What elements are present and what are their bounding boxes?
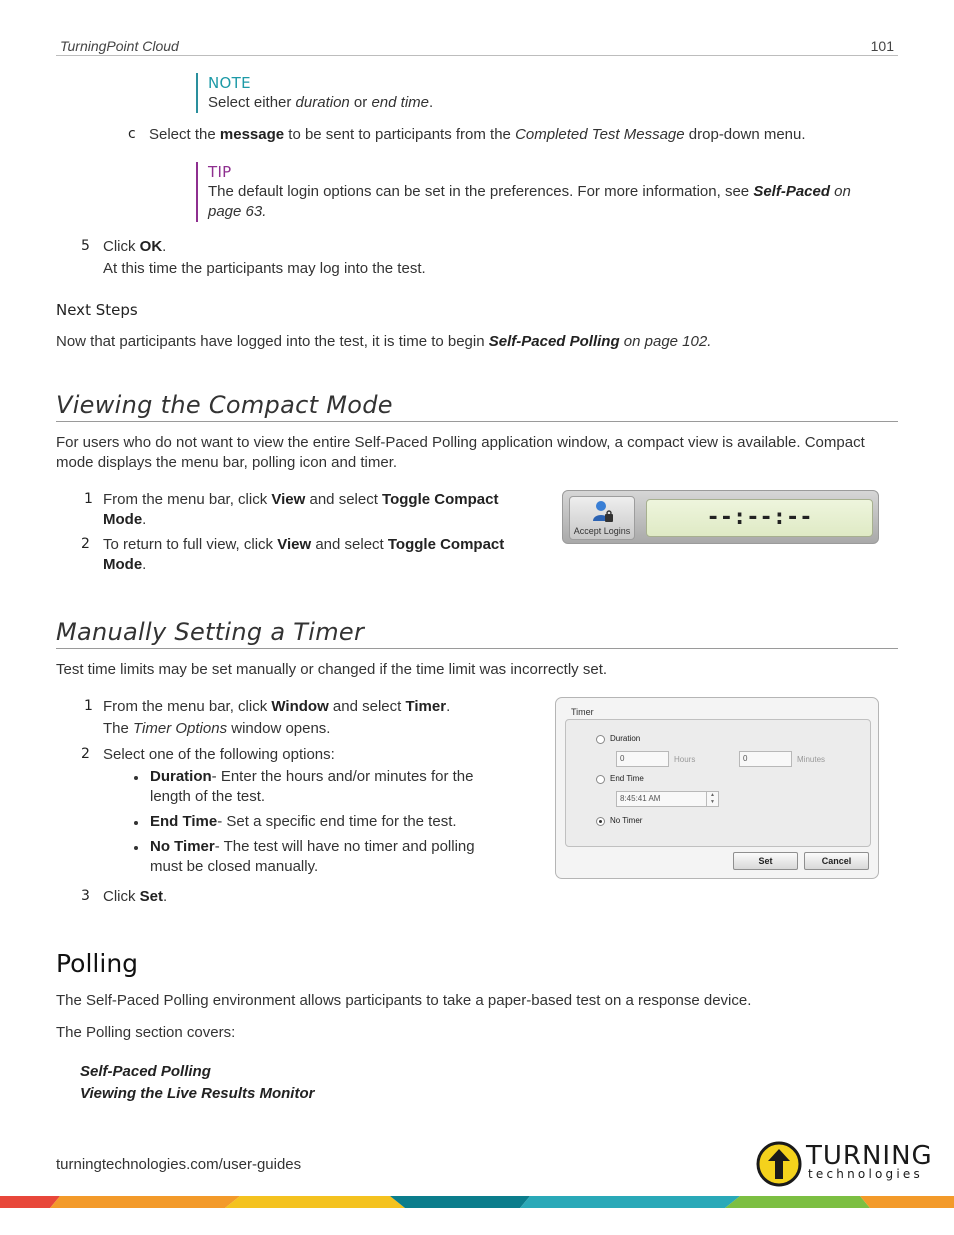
step-c-text: Select the message to be sent to participants from the Completed Test Message drop-down menu.: [149, 126, 806, 143]
note-tag: NOTE: [208, 74, 251, 92]
user-login-icon: [592, 500, 614, 524]
duration-radio-label: Duration: [610, 734, 641, 743]
hours-input[interactable]: 0: [616, 751, 669, 767]
accept-logins-button[interactable]: [569, 496, 635, 540]
turning-technologies-logo: [756, 1140, 932, 1188]
next-steps-text: Now that participants have logged into the test, it is time to begin Self-Paced Polling on page 102.: [56, 333, 712, 350]
page-number: 101: [870, 38, 894, 54]
cancel-button[interactable]: Cancel: [804, 852, 869, 870]
tip-page-ref: page 63.: [208, 203, 267, 220]
end-time-radio[interactable]: [596, 775, 605, 784]
timer-step-1-text: From the menu bar, click Window and select Timer.: [103, 698, 451, 715]
timer-heading: Manually Setting a Timer: [56, 618, 365, 646]
step-c-number: c: [128, 126, 136, 142]
accept-logins-label: Accept Logins: [573, 526, 631, 536]
link-self-paced-polling[interactable]: Self-Paced Polling: [488, 333, 620, 350]
timer-step-2-text: Select one of the following options:: [103, 746, 335, 763]
timer-heading-rule: [56, 648, 898, 649]
compact-heading-rule: [56, 421, 898, 422]
polling-heading: Polling: [56, 949, 139, 978]
footer-url[interactable]: turningtechnologies.com/user-guides: [56, 1156, 302, 1173]
compact-step-1-text: From the menu bar, click View and select Toggle Compact: [103, 491, 499, 508]
timer-step-1-subtext: The Timer Options window opens.: [103, 720, 331, 737]
next-steps-heading: Next Steps: [56, 301, 138, 319]
compact-step-2-text: To return to full view, click View and select Toggle Compact: [103, 536, 505, 553]
timer-options-dialog: [555, 697, 879, 879]
timer-dialog-title: Timer: [571, 707, 594, 717]
header-rule: [56, 55, 898, 56]
hours-unit: Hours: [674, 755, 696, 764]
minutes-input[interactable]: 0: [739, 751, 792, 767]
duration-radio[interactable]: [596, 735, 605, 744]
compact-mode-widget: [562, 490, 879, 544]
compact-para-line2: mode displays the menu bar, polling icon and timer.: [56, 454, 398, 471]
bullet-no-timer-cont: must be closed manually.: [150, 858, 319, 875]
compact-step-1-text-cont: Mode.: [103, 511, 147, 528]
timer-step-3-text: Click Set.: [103, 888, 168, 905]
turning-arrow-logo-icon: [756, 1141, 802, 1187]
tip-link-self-paced[interactable]: Self-Paced: [753, 183, 831, 200]
step-5-subtext: At this time the participants may log into the test.: [103, 260, 426, 277]
note-callout: [196, 73, 433, 113]
timer-display: --:--:--: [646, 499, 873, 537]
polling-para-1: The Self-Paced Polling environment allows participants to take a paper-based test on a response device.: [56, 992, 752, 1009]
step-5-number: 5: [81, 238, 90, 254]
compact-mode-heading: Viewing the Compact Mode: [56, 391, 393, 419]
minutes-unit: Minutes: [797, 755, 826, 764]
bullet-no-timer: No Timer- The test will have no timer and polling: [150, 837, 510, 857]
bullet-end-time: End Time- Set a specific end time for the test.: [150, 812, 510, 832]
link-live-results-monitor[interactable]: Viewing the Live Results Monitor: [80, 1085, 315, 1102]
end-time-input[interactable]: 8:45:41 AM ▲ ▼: [616, 791, 719, 807]
running-header-title: TurningPoint Cloud: [60, 38, 179, 54]
timer-intro: Test time limits may be set manually or changed if the time limit was incorrectly set.: [56, 661, 608, 678]
compact-step-1-number: 1: [84, 491, 93, 507]
compact-para-line1: For users who do not want to view the entire Self-Paced Polling application window, a compact view is available. Compact: [56, 434, 865, 451]
tip-callout: [196, 162, 861, 222]
tip-text: The default login options can be set in the preferences. For more information, see Self-Paced on: [208, 183, 851, 200]
timer-options-list: [150, 767, 510, 877]
no-timer-radio[interactable]: [596, 817, 605, 826]
end-time-radio-label: End Time: [610, 774, 644, 783]
end-time-spinner[interactable]: ▲ ▼: [706, 792, 718, 806]
note-text: Select either duration or end time.: [208, 94, 434, 111]
polling-para-2: The Polling section covers:: [56, 1024, 236, 1041]
logo-word-turning: TURNING: [806, 1141, 933, 1171]
compact-step-2-text-cont: Mode.: [103, 556, 147, 573]
set-button[interactable]: Set: [733, 852, 798, 870]
timer-options-group: [565, 719, 871, 847]
timer-step-1-number: 1: [84, 698, 93, 714]
logo-word-technologies: technologies: [808, 1167, 923, 1181]
compact-step-2-number: 2: [81, 536, 90, 552]
timer-step-3-number: 3: [81, 888, 90, 904]
tip-tag: TIP: [208, 163, 232, 181]
no-timer-radio-label: No Timer: [610, 816, 643, 825]
timer-step-2-number: 2: [81, 746, 90, 762]
bullet-duration: Duration- Enter the hours and/or minutes for the: [150, 767, 510, 787]
footer-color-bar: [0, 1196, 954, 1208]
bullet-duration-cont: length of the test.: [150, 788, 266, 805]
link-self-paced-polling-toc[interactable]: Self-Paced Polling: [80, 1063, 211, 1080]
step-5-text: Click OK.: [103, 238, 167, 255]
